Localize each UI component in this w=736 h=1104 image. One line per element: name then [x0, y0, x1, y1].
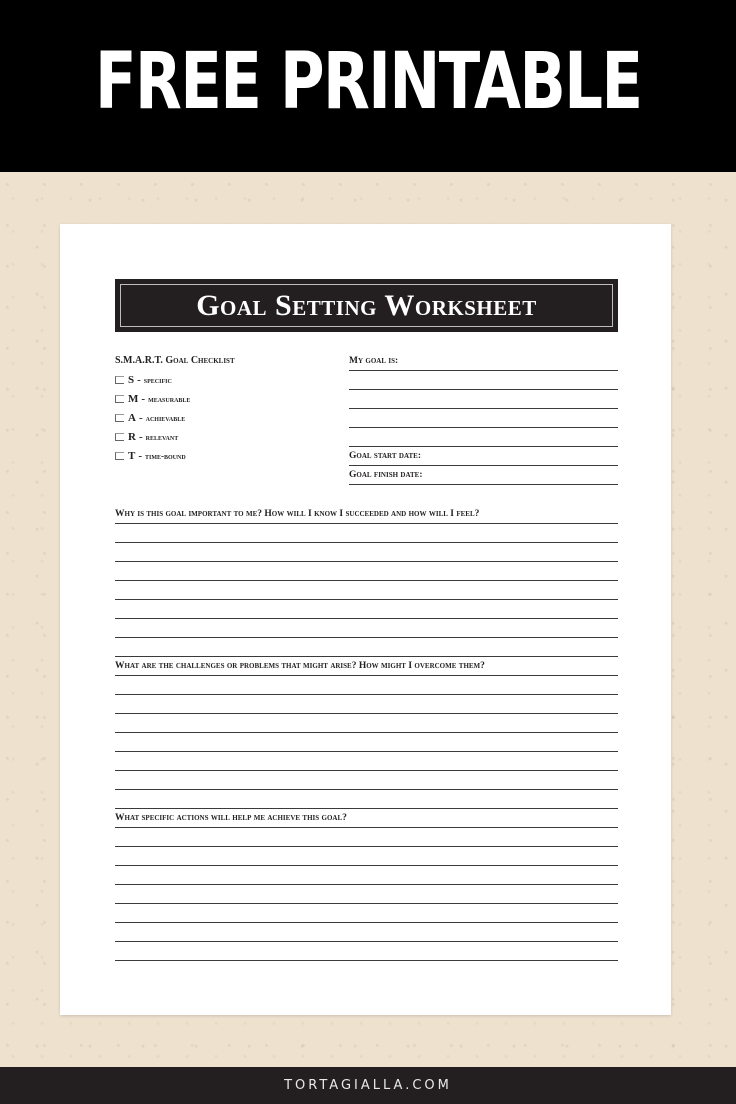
checklist-word: achievable [145, 413, 186, 423]
dash: - [138, 431, 143, 443]
footer-bar [0, 1067, 736, 1104]
checklist-letter: A [128, 412, 136, 424]
answer-line[interactable] [115, 751, 618, 752]
answer-line[interactable] [115, 637, 618, 638]
dash: - [138, 450, 143, 462]
checkbox-icon[interactable] [115, 452, 124, 460]
answer-line[interactable] [115, 599, 618, 600]
answer-line[interactable] [115, 542, 618, 543]
worksheet-title-bar [115, 279, 618, 332]
checklist-item-measurable[interactable] [115, 393, 190, 405]
checkbox-icon[interactable] [115, 376, 124, 384]
checklist-item-time-bound[interactable] [115, 450, 186, 462]
goal-line[interactable] [349, 446, 618, 447]
answer-line[interactable] [115, 618, 618, 619]
goal-line[interactable] [349, 408, 618, 409]
worksheet-page [60, 224, 671, 1015]
answer-line[interactable] [115, 656, 618, 657]
answer-line[interactable] [115, 561, 618, 562]
start-date-line[interactable] [349, 465, 618, 466]
checklist-word: relevant [145, 432, 179, 442]
checklist-word: time-bound [145, 451, 186, 461]
checklist-letter: S [128, 374, 135, 386]
site-url[interactable]: TORTAGIALLA.COM [284, 1078, 452, 1093]
answer-line[interactable] [115, 694, 618, 695]
answer-line[interactable] [115, 789, 618, 790]
checklist-item-achievable[interactable] [115, 412, 185, 424]
goal-line[interactable] [349, 370, 618, 371]
checkbox-icon[interactable] [115, 395, 124, 403]
checklist-letter: M [128, 393, 139, 405]
answer-line[interactable] [115, 580, 618, 581]
checklist-item-specific[interactable] [115, 374, 172, 386]
goal-line[interactable] [349, 427, 618, 428]
checklist-letter: T [128, 450, 136, 462]
checklist-item-relevant[interactable] [115, 431, 178, 443]
checkbox-icon[interactable] [115, 414, 124, 422]
answer-line[interactable] [115, 675, 618, 676]
answer-line[interactable] [115, 732, 618, 733]
answer-line[interactable] [115, 846, 618, 847]
question-actions: What specific actions will help me achieve this goal? [115, 813, 347, 823]
question-challenges: What are the challenges or problems that might arise? How might I overcome them? [115, 661, 485, 671]
question-importance: Why is this goal important to me? How will I know I succeeded and how will I feel? [115, 509, 480, 519]
checkbox-icon[interactable] [115, 433, 124, 441]
answer-line[interactable] [115, 865, 618, 866]
dash: - [137, 374, 141, 386]
goal-finish-date-label: Goal finish date: [349, 470, 423, 480]
checklist-word: measurable [148, 394, 191, 404]
dash: - [141, 393, 146, 405]
dash: - [138, 412, 143, 424]
answer-line[interactable] [115, 941, 618, 942]
answer-line[interactable] [115, 713, 618, 714]
checklist-word: specific [143, 375, 172, 385]
checklist-letter: R [128, 431, 136, 443]
answer-line[interactable] [115, 808, 618, 809]
answer-line[interactable] [115, 523, 618, 524]
smart-checklist-title: S.M.A.R.T. Goal Checklist [115, 355, 235, 366]
answer-line[interactable] [115, 827, 618, 828]
answer-line[interactable] [115, 922, 618, 923]
answer-line[interactable] [115, 960, 618, 961]
goal-line[interactable] [349, 389, 618, 390]
goal-start-date-label: Goal start date: [349, 451, 421, 461]
header-banner [0, 0, 736, 172]
title-frame [120, 284, 613, 327]
answer-line[interactable] [115, 770, 618, 771]
my-goal-label: My goal is: [349, 356, 399, 366]
finish-date-line[interactable] [349, 484, 618, 485]
answer-line[interactable] [115, 903, 618, 904]
answer-line[interactable] [115, 884, 618, 885]
worksheet-title: Goal Setting Worksheet [196, 288, 537, 322]
banner-title: FREE PRINTABLE [94, 37, 642, 127]
